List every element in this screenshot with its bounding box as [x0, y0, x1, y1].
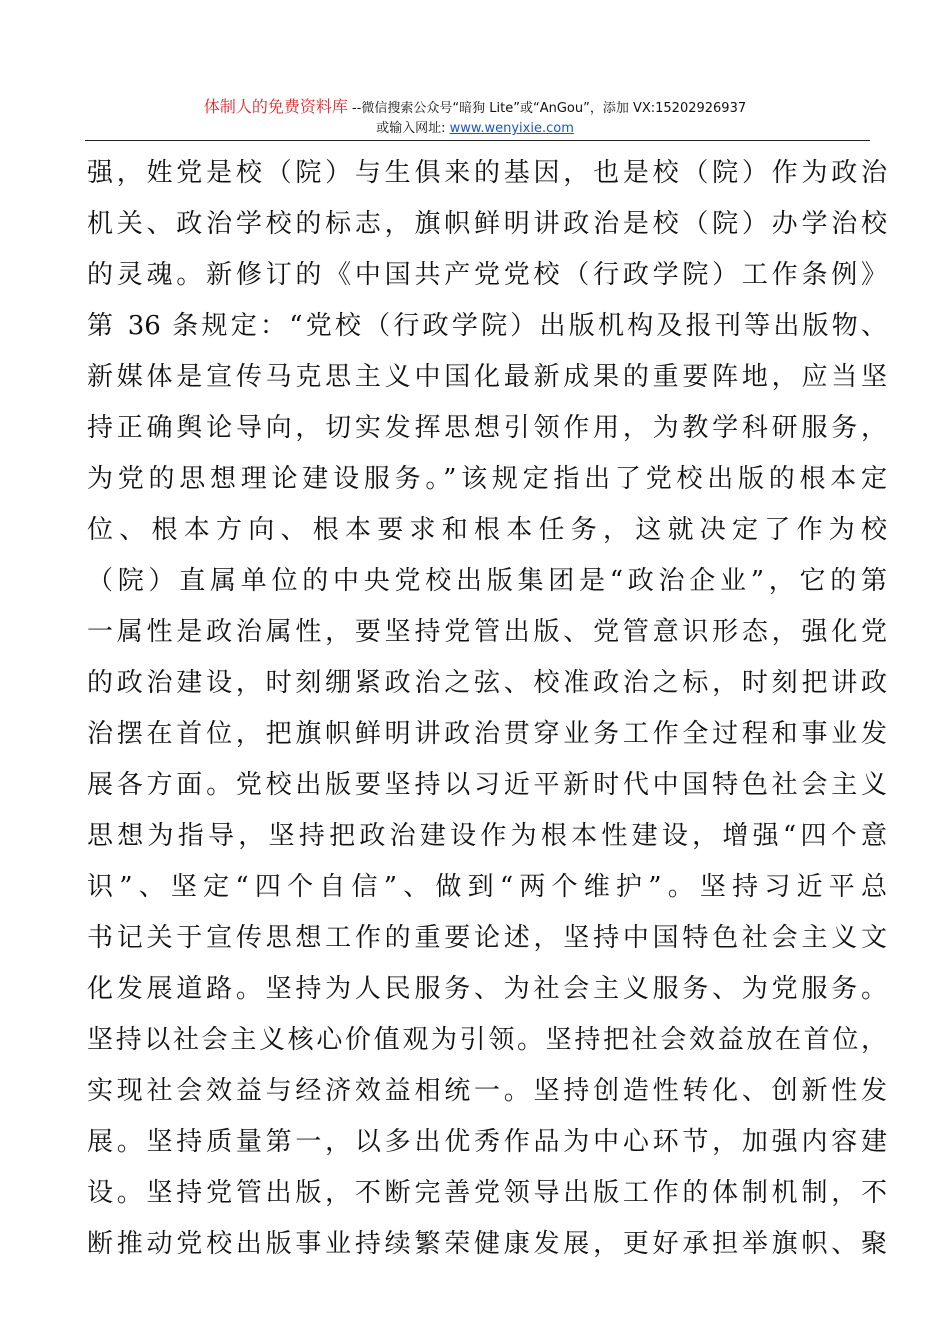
body-line: 思想为指导，坚持把政治建设作为根本性建设，增强“四个意 [87, 821, 887, 851]
body-line: 断推动党校出版事业持续繁荣健康发展，更好承担举旗帜、聚 [87, 1229, 887, 1259]
body-line: 书记关于宣传思想工作的重要论述，坚持中国特色社会主义文 [87, 923, 887, 953]
header-line-2 [0, 119, 950, 139]
body-line: 的灵魂。新修订的《中国共产党党校（行政学院）工作条例》 [87, 260, 887, 290]
body-line: 治摆在首位，把旗帜鲜明讲政治贯穿业务工作全过程和事业发 [87, 719, 887, 749]
header-notice: --微信搜索公众号“暗狗 Lite”或“AnGou”，添加 VX:15202926937 [347, 101, 747, 116]
website-link[interactable]: www.wenyixie.com [449, 121, 574, 136]
brand-name: 体制人的免费资料库 [203, 97, 348, 116]
body-line: 识”、坚定“四个自信”、做到“两个维护”。坚持习近平总 [87, 872, 887, 902]
body-line: 展。坚持质量第一，以多出优秀作品为中心环节，加强内容建 [87, 1127, 887, 1157]
url-prefix: 或输入网址: [376, 121, 450, 136]
header-divider [85, 140, 870, 141]
body-line: 一属性是政治属性，要坚持党管出版、党管意识形态，强化党 [87, 617, 887, 647]
body-line: 位、根本方向、根本要求和根本任务，这就决定了作为校 [87, 515, 887, 545]
body-line: 坚持以社会主义核心价值观为引领。坚持把社会效益放在首位， [87, 1025, 887, 1055]
body-line: 设。坚持党管出版，不断完善党领导出版工作的体制机制，不 [87, 1178, 887, 1208]
page-header [0, 97, 950, 139]
body-line: 化发展道路。坚持为人民服务、为社会主义服务、为党服务。 [87, 974, 887, 1004]
document-body [87, 148, 887, 1270]
body-line: （院）直属单位的中央党校出版集团是“政治企业”，它的第 [87, 566, 887, 596]
header-line-1 [0, 97, 950, 119]
body-line: 的政治建设，时刻绷紧政治之弦、校准政治之标，时刻把讲政 [87, 668, 887, 698]
body-line: 第 36 条规定：“党校（行政学院）出版机构及报刊等出版物、 [87, 311, 887, 341]
body-line: 展各方面。党校出版要坚持以习近平新时代中国特色社会主义 [87, 770, 887, 800]
body-line: 机关、政治学校的标志，旗帜鲜明讲政治是校（院）办学治校 [87, 209, 887, 239]
body-line: 实现社会效益与经济效益相统一。坚持创造性转化、创新性发 [87, 1076, 887, 1106]
body-line: 持正确舆论导向，切实发挥思想引领作用，为教学科研服务， [87, 413, 887, 443]
body-line: 新媒体是宣传马克思主义中国化最新成果的重要阵地，应当坚 [87, 362, 887, 392]
body-line: 强，姓党是校（院）与生俱来的基因，也是校（院）作为政治 [87, 158, 887, 188]
body-line: 为党的思想理论建设服务。”该规定指出了党校出版的根本定 [87, 464, 887, 494]
